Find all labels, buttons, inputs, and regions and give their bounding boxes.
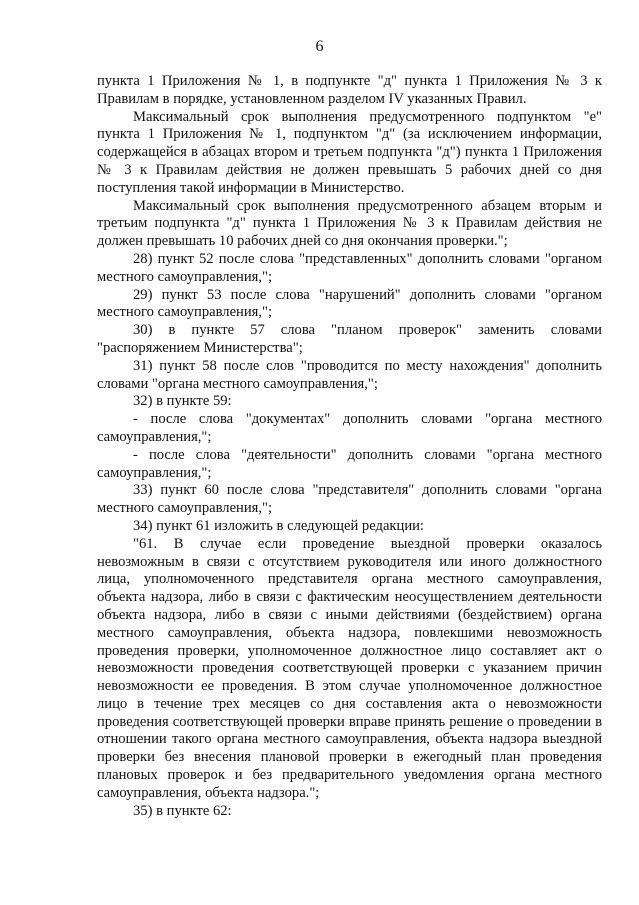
amendment-item-29: 29) пункт 53 после слова "нарушений" дополнить словами "органом местного самоуправления,"; (97, 286, 602, 321)
page-number: 6 (315, 38, 324, 55)
quoted-point-61: "61. В случае если проведение выездной проверки оказалось невозможным в связи с отсутствием руководителя или иного должностного лица, уполномоченного представителя органа местного самоуправления, объекта надзора, либо в связи с фактическим неосуществлением деятельности объекта надзора, либо в связи с иными действиями (бездействием) органа местного самоуправления, объекта надзора, повлекшими невозможность проведения проверки, уполномоченное должностное лицо составляет акт о невозможности проведения соответствующей проверки с указанием причин невозможности ее проведения. В этом случае уполномоченное должностное лицо в течение трех месяцев со дня составления акта о невозможности проведения соответствующей проверки вправе принять решение о проведении в отношении такого органа местного самоуправления, объекта надзора выездной проверки без внесения плановой проверки в ежегодный план проведения плановых проверок и без предварительного уведомления органа местного самоуправления, объекта надзора."; (97, 535, 602, 801)
amendment-item-32-subitem-1: - после слова "документах" дополнить словами "органа местного самоуправления,"; (97, 411, 602, 445)
amendment-item-35: 35) в пункте 62: (133, 802, 232, 819)
amendment-item-34: 34) пункт 61 изложить в следующей редакции: (133, 517, 424, 534)
paragraph-continuation: пункта 1 Приложения № 1, в подпункте "д" пункта 1 Приложения № 3 к Правилам в порядке, установленном разделом IV указанных Правил. (97, 73, 602, 107)
amendment-item-30: 30) в пункте 57 слова "планом проверок" заменить словами "распоряжением Министерства"; (97, 322, 602, 356)
document-body (97, 73, 602, 820)
amendment-item-33: 33) пункт 60 после слова "представителя" дополнить словами "органа местного самоуправления,"; (97, 482, 602, 517)
paragraph-max-term-10-days: Максимальный срок выполнения предусмотренного абзацем вторым и третьим подпункта "д" пункта 1 Приложения № 3 к Правилам действия не должен превышать 10 рабочих дней со дня окончания проверки."; (97, 197, 602, 250)
paragraph-max-term-5-days: Максимальный срок выполнения предусмотренного подпунктом "е" пункта 1 Приложения № 1, подпунктом "д" (за исключением информации, содержащейся в абзацах втором и третьем подпункта "д") пункта 1 Приложения № 3 к Правилам действия не должен превышать 5 рабочих дней со дня поступления такой информации в Министерство. (97, 108, 602, 196)
amendment-item-31: 31) пункт 58 после слов "проводится по месту нахождения" дополнить словами "органа местного самоуправления,"; (97, 357, 602, 392)
amendment-item-32: 32) в пункте 59: (133, 393, 232, 410)
amendment-item-32-subitem-2: - после слова "деятельности" дополнить словами "органа местного самоуправления,"; (97, 446, 602, 481)
amendment-item-28: 28) пункт 52 после слова "представленных" дополнить словами "органом местного самоуправления,"; (97, 250, 602, 285)
